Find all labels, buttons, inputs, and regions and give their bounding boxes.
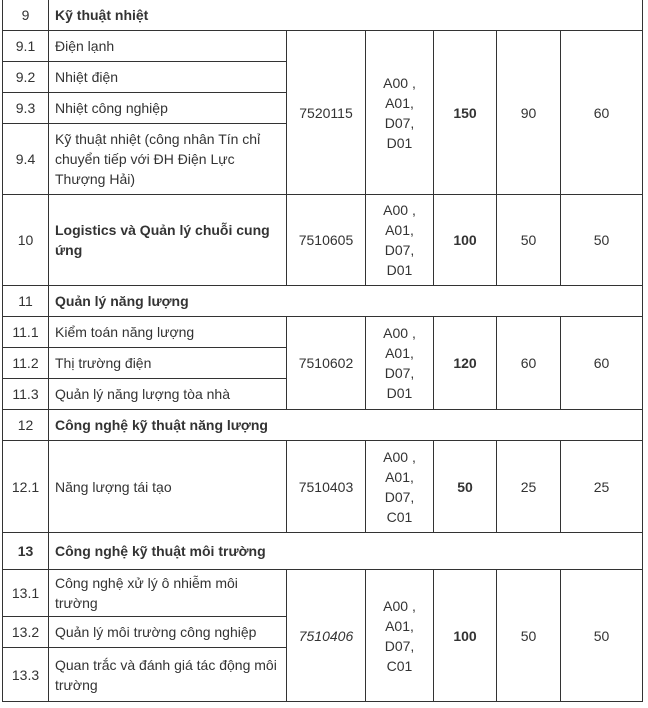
total-quota: 100	[434, 570, 497, 702]
combo: A01,	[385, 468, 414, 485]
major-name: Kỹ thuật nhiệt (công nhân Tín chỉ chuyển tiếp với ĐH Điện Lực Thượng Hải)	[49, 124, 287, 195]
combo: A01,	[385, 222, 414, 238]
major-name: Quản lý môi trường công nghiệp	[49, 617, 287, 648]
quota-2: 25	[561, 441, 643, 533]
row-number: 13	[3, 533, 49, 570]
major-name: Quan trắc và đánh giá tác động môi trường	[49, 648, 287, 702]
major-name: Năng lượng tái tạo	[49, 441, 287, 533]
table-row	[3, 317, 643, 348]
row-number: 9.4	[3, 124, 49, 195]
combo: A00 ,	[383, 325, 416, 341]
table-row	[3, 410, 643, 441]
admissions-table	[2, 0, 643, 702]
row-number: 13.1	[3, 570, 49, 617]
group-heading: Kỹ thuật nhiệt	[49, 0, 643, 31]
total-quota: 100	[434, 195, 497, 286]
combo: D07,	[384, 365, 415, 381]
major-name: Quản lý năng lượng tòa nhà	[49, 379, 287, 410]
quota-2: 50	[561, 195, 643, 286]
subject-combinations	[366, 195, 434, 286]
combo: C01	[386, 657, 413, 674]
subject-combinations	[366, 570, 434, 702]
row-number: 12	[3, 410, 49, 441]
major-name: Điện lạnh	[49, 31, 287, 62]
quota-1: 25	[497, 441, 561, 533]
total-quota: 50	[434, 441, 497, 533]
table-row	[3, 286, 643, 317]
table-row	[3, 533, 643, 570]
combo: D07,	[384, 242, 415, 258]
major-name: Nhiệt điện	[49, 62, 287, 93]
combo: A01,	[385, 617, 414, 634]
major-code: 7510403	[287, 441, 366, 533]
table-row	[3, 441, 643, 533]
table-row	[3, 195, 643, 286]
total-quota: 120	[434, 317, 497, 410]
major-name: Nhiệt công nghiệp	[49, 93, 287, 124]
table-row	[3, 31, 643, 62]
major-name: Thị trường điện	[49, 348, 287, 379]
row-number: 11.3	[3, 379, 49, 410]
quota-1: 60	[497, 317, 561, 410]
major-name: Kiểm toán năng lượng	[49, 317, 287, 348]
combo: D01	[386, 134, 413, 151]
major-code: 7510602	[287, 317, 366, 410]
combo: A00 ,	[383, 202, 416, 218]
major-name: Công nghệ xử lý ô nhiễm môi trường	[49, 570, 287, 617]
row-number: 11.1	[3, 317, 49, 348]
combo: A01,	[385, 94, 414, 111]
row-number: 13.2	[3, 617, 49, 648]
combo: A00 ,	[383, 597, 416, 614]
quota-2: 60	[561, 317, 643, 410]
combo: C01	[386, 508, 413, 525]
quota-2: 50	[561, 570, 643, 702]
combo: D07,	[384, 488, 415, 505]
group-heading: Công nghệ kỹ thuật năng lượng	[49, 410, 643, 441]
major-code: 7520115	[287, 31, 366, 195]
group-heading: Quản lý năng lượng	[49, 286, 643, 317]
row-number: 11.2	[3, 348, 49, 379]
table-row	[3, 0, 643, 31]
row-number: 9.2	[3, 62, 49, 93]
combo: D07,	[384, 114, 415, 131]
quota-1: 50	[497, 570, 561, 702]
combo: A00 ,	[383, 74, 416, 91]
total-quota: 150	[434, 31, 497, 195]
major-code: 7510605	[287, 195, 366, 286]
combo: D01	[386, 385, 413, 401]
combo: D07,	[384, 637, 415, 654]
major-name: Logistics và Quản lý chuỗi cung ứng	[49, 195, 287, 286]
combo: A01,	[385, 345, 414, 361]
combo: A00 ,	[383, 448, 416, 465]
group-heading: Công nghệ kỹ thuật môi trường	[49, 533, 643, 570]
subject-combinations	[366, 441, 434, 533]
row-number: 10	[3, 195, 49, 286]
row-number: 12.1	[3, 441, 49, 533]
table-row	[3, 570, 643, 617]
combo: D01	[386, 262, 413, 278]
quota-1: 90	[497, 31, 561, 195]
row-number: 9.1	[3, 31, 49, 62]
quota-2: 60	[561, 31, 643, 195]
row-number: 11	[3, 286, 49, 317]
row-number: 13.3	[3, 648, 49, 702]
major-code: 7510406	[287, 570, 366, 702]
subject-combinations	[366, 317, 434, 410]
row-number: 9	[3, 0, 49, 31]
subject-combinations	[366, 31, 434, 195]
quota-1: 50	[497, 195, 561, 286]
row-number: 9.3	[3, 93, 49, 124]
